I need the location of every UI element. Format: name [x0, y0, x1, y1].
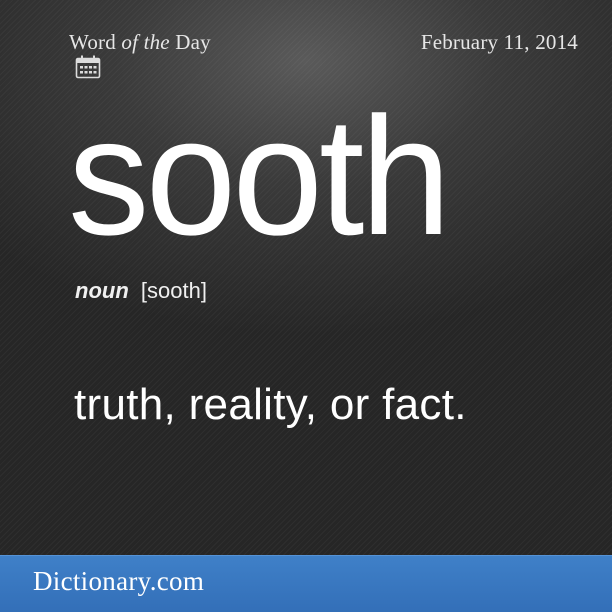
calendar-icon — [31, 30, 57, 54]
feature-title-prefix: Word — [69, 29, 122, 54]
part-of-speech: noun — [75, 278, 129, 303]
definition: truth, reality, or fact. — [74, 380, 467, 429]
feature-title-suffix: Day — [169, 29, 211, 54]
pronunciation: [sooth] — [140, 278, 207, 303]
part-of-speech-line — [75, 278, 207, 304]
headword: sooth — [68, 82, 448, 270]
header — [31, 26, 578, 58]
entry-date: February 11, 2014 — [420, 29, 578, 54]
feature-title-italic: of the — [121, 29, 170, 54]
footer-bar — [0, 555, 612, 612]
feature-title — [31, 30, 211, 55]
site-logo-text[interactable]: Dictionary.com — [33, 566, 205, 596]
